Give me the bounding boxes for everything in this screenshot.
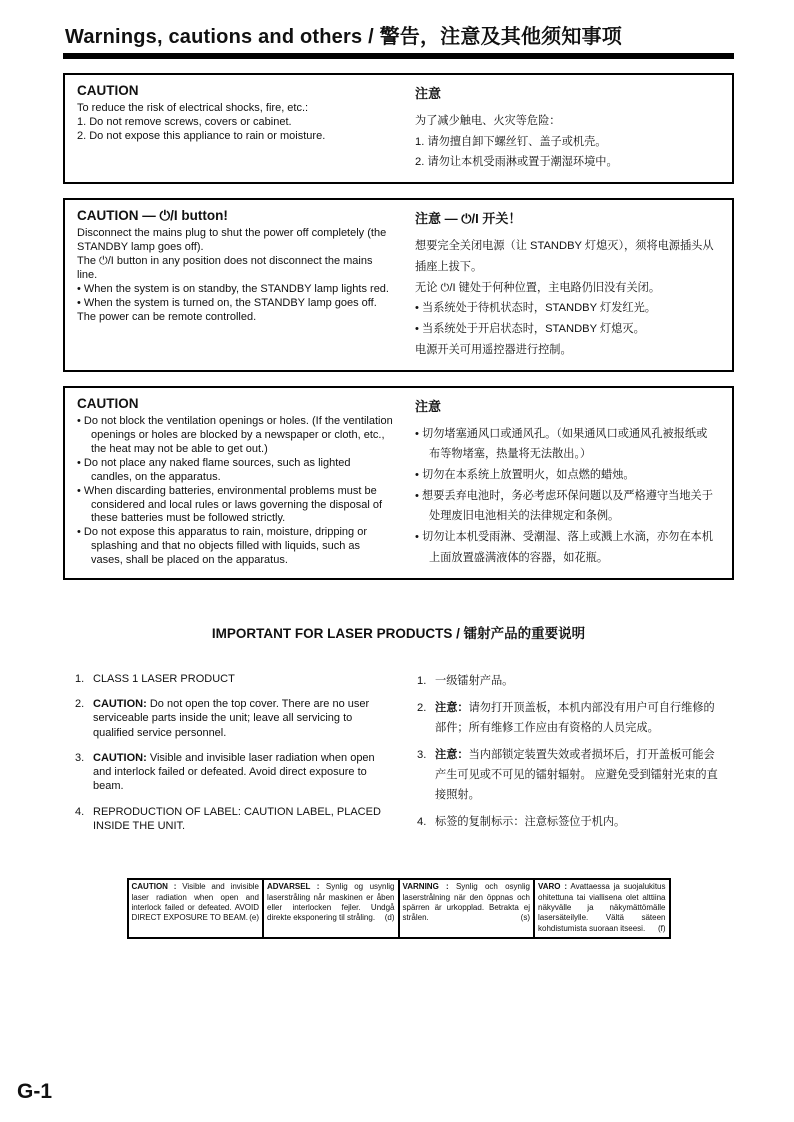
laser-label-table — [127, 878, 671, 939]
laser-item-text: 一级镭射产品。 — [435, 674, 514, 687]
laser-item-text: 标签的复制标示：注意标签位于机内。 — [435, 816, 626, 829]
caution-paragraph-zh: 电源开关可用遥控器进行控制。 — [415, 343, 572, 356]
label-cell-heading: VARO : — [538, 882, 568, 892]
caution-paragraph-zh: 无论 ⏻/I 键处于何种位置，主电路仍旧没有关闭。 — [415, 281, 661, 294]
laser-item — [75, 805, 383, 834]
caution-heading-zh: 注意 — ⏻/I 开关！ — [415, 211, 522, 227]
caution-intro: To reduce the risk of electrical shocks, fire, etc.: — [77, 102, 309, 115]
label-cell-text: Avattaessa ja suojalukitus ohitettuna tai viallisena olet alttiina näkyvälle ja näkymättömälle lasersäteilylle. Vältä säteen kohdistumista suoraan itseesi. — [538, 882, 666, 933]
laser-list-english — [75, 672, 383, 845]
laser-item-zh — [417, 699, 722, 738]
laser-item-number: 4. — [75, 805, 85, 818]
laser-item-zh — [417, 672, 722, 692]
laser-item-zh — [417, 813, 722, 833]
caution-bullet-zh: • 切勿堵塞通风口或通风孔。（如果通风口或通风孔被报纸或布等物堵塞，热量将无法散出。） — [415, 427, 708, 461]
label-cell-text: Synlig och osynlig laserstrålning när den öppnas och spärren är urkopplad. Betrakta ej strålen. — [402, 882, 530, 923]
label-cell-mark: (s) — [520, 913, 530, 923]
caution-box-power-english — [77, 207, 393, 360]
laser-item-text: REPRODUCTION OF LABEL: CAUTION LABEL, PLACED INSIDE THE UNIT. — [93, 805, 381, 833]
label-cell-text: Visible and invisible laser radiation when open and interlock failed or defeated. AVOID DIRECT EXPOSURE TO BEAM. — [131, 882, 259, 923]
caution-paragraph-zh: 想要完全关闭电源（让 STANDBY 灯熄灭），须将电源插头从插座上拔下。 — [415, 240, 714, 273]
label-cell-heading: CAUTION : — [131, 882, 177, 892]
label-cell-heading: VARNING : — [402, 882, 449, 892]
caution-intro-zh: 为了减少触电、火灾等危险： — [415, 115, 561, 128]
caution-box-electrical-english — [77, 82, 393, 173]
caution-heading: CAUTION — [77, 395, 139, 411]
label-cell-english — [129, 880, 263, 937]
laser-item-number: 1. — [417, 674, 427, 687]
caution-paragraph: The power can be remote controlled. — [77, 311, 257, 324]
caution-bullet: • When discarding batteries, environmental problems must be considered and local rules or laws governing the disposal of these batteries must be followed strictly. — [77, 484, 383, 525]
laser-section-title: IMPORTANT FOR LASER PRODUCTS / 镭射产品的重要说明 — [211, 625, 586, 641]
label-cell-finnish — [533, 880, 669, 937]
label-cell-heading: ADVARSEL : — [267, 882, 320, 892]
caution-bullet-zh: • 切勿让本机受雨淋、受潮湿、落上或溅上水滴，亦勿在本机上面放置盛满液体的容器，如花瓶。 — [415, 531, 713, 564]
label-cell-danish — [262, 880, 398, 937]
page-title: Warnings, cautions and others / 警告，注意及其他须知事项 — [65, 26, 622, 48]
laser-item — [75, 751, 383, 794]
caution-item: 2. Do not expose this appliance to rain or moisture. — [77, 130, 326, 143]
laser-list-chinese — [417, 672, 722, 845]
label-cell-swedish — [398, 880, 534, 937]
caution-bullet: • Do not expose this apparatus to rain, moisture, dripping or splashing and that no objects filled with liquids, such as vases, shall be placed on the apparatus. — [77, 526, 368, 567]
label-cell-mark: (e) — [249, 913, 259, 923]
laser-item-number: 1. — [75, 672, 85, 685]
laser-item-text: CAUTION: Visible and invisible laser radiation when open and interlock failed or defeated. Avoid direct exposure to beam. — [93, 751, 375, 793]
page-number: G-1 — [17, 1080, 53, 1103]
label-cell-text: Synlig og usynlig laserstråling når maskinen er åben eller interlocken fejler. Undgå direkte eksponering til stråling. — [267, 882, 395, 923]
laser-item-text: 注意：请勿打开顶盖板，本机内部没有用户可自行维修的部件；所有维修工作应由有资格的人员完成。 — [435, 702, 715, 734]
caution-box-electrical — [63, 73, 734, 184]
label-cell-mark: (d) — [384, 913, 395, 923]
laser-item-text: CAUTION: Do not open the top cover. There are no user serviceable parts inside the unit; leave all servicing to qualified service personnel. — [93, 697, 370, 739]
title-rule — [63, 53, 734, 59]
laser-item-number: 3. — [417, 749, 427, 762]
caution-item: 1. Do not remove screws, covers or cabinet. — [77, 116, 292, 129]
laser-item-number: 2. — [417, 702, 427, 715]
laser-item-text: 注意：当内部锁定装置失效或者损坏后，打开盖板可能会产生可见或不可见的镭射辐射。 应避免受到镭射光束的直接照射。 — [435, 749, 718, 801]
caution-bullet: • When the system is on standby, the STANDBY lamp lights red. — [77, 283, 389, 296]
caution-bullet-zh: • 切勿在本系统上放置明火，如点燃的蜡烛。 — [415, 469, 635, 482]
page-header — [63, 20, 734, 59]
caution-paragraph: Disconnect the mains plug to shut the power off completely (the STANDBY lamp goes off). — [77, 227, 387, 254]
caution-bullet-zh: • 想要丢弃电池时，务必考虑环保问题以及严格遵守当地关于处理废旧电池相关的法律规定和条例。 — [415, 489, 713, 523]
caution-heading: CAUTION — ⏻/I button! — [77, 208, 228, 224]
laser-item-number: 4. — [417, 816, 427, 829]
caution-bullet-zh: • 当系统处于待机状态时，STANDBY 灯发红光。 — [415, 302, 656, 315]
caution-heading-zh: 注意 — [415, 86, 442, 101]
caution-box-power-chinese — [415, 207, 718, 360]
caution-bullet: • Do not place any naked flame sources, such as lighted candles, on the apparatus. — [77, 456, 351, 483]
caution-box-ventilation — [63, 386, 734, 580]
laser-item-number: 3. — [75, 751, 85, 764]
laser-item — [75, 697, 383, 740]
caution-bullet: • Do not block the ventilation openings or holes. (If the ventilation openings or holes are blocked by a newspaper or cloth, etc., the heat may not be able to get out.) — [77, 414, 393, 455]
caution-paragraph: The ⏻/I button in any position does not disconnect the mains line. — [77, 255, 373, 282]
caution-heading: CAUTION — [77, 83, 139, 98]
caution-bullet: • When the system is turned on, the STANDBY lamp goes off. — [77, 297, 377, 310]
laser-item — [75, 672, 383, 686]
caution-box-ventilation-english — [77, 395, 393, 569]
caution-item-zh: 2. 请勿让本机受雨淋或置于潮湿环境中。 — [415, 156, 618, 169]
laser-section — [63, 672, 734, 845]
caution-heading-zh: 注意 — [415, 398, 442, 414]
label-cell-mark: (f) — [657, 923, 666, 933]
laser-item-zh — [417, 746, 722, 805]
caution-item-zh: 1. 请勿擅自卸下螺丝钉、盖子或机壳。 — [415, 135, 607, 148]
caution-box-electrical-chinese — [415, 82, 718, 173]
caution-box-power-button — [63, 198, 734, 371]
laser-item-number: 2. — [75, 697, 85, 710]
laser-item-text: CLASS 1 LASER PRODUCT — [93, 672, 235, 685]
caution-bullet-zh: • 当系统处于开启状态时，STANDBY 灯熄灭。 — [415, 323, 645, 336]
caution-box-ventilation-chinese — [415, 395, 718, 569]
